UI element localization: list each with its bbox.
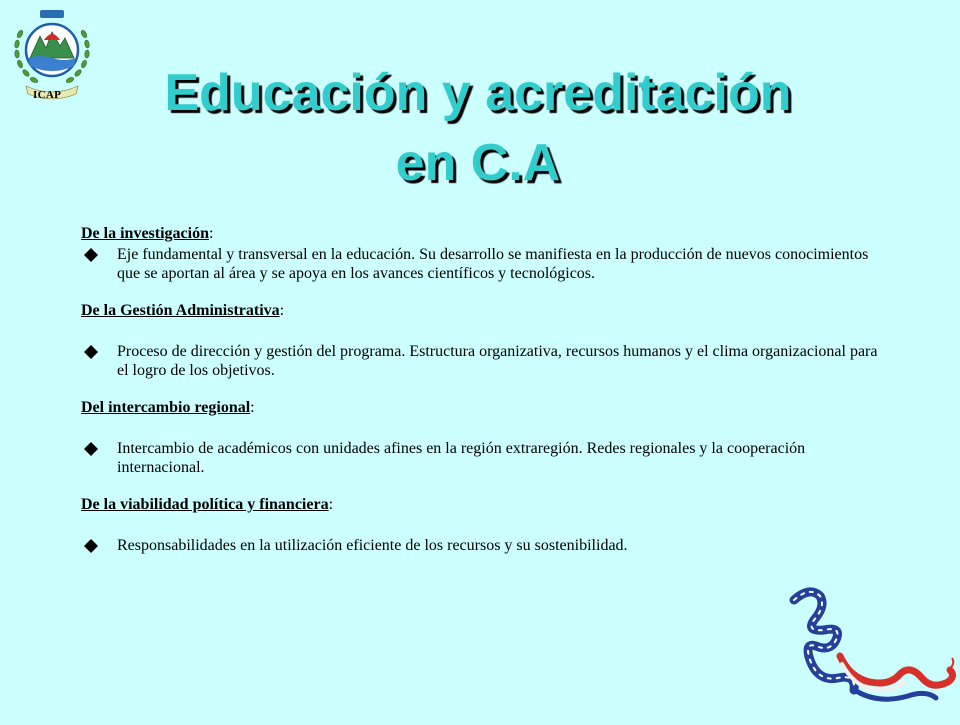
list-item (81, 342, 881, 380)
item-text: Intercambio de académicos con unidades afines en la región extraregión. Redes regionales y la cooperación internacional. (117, 440, 806, 476)
flag-ribbon-decoration-icon (780, 586, 960, 720)
ribbon-decoration (780, 586, 960, 720)
heading-colon: : (328, 496, 334, 513)
diamond-bullet-icon (84, 345, 98, 359)
heading-text: De la Gestión Administrativa (81, 302, 280, 319)
list-item (81, 245, 881, 283)
title-line-1: Educación y acreditación (164, 64, 792, 122)
heading-colon: : (209, 225, 214, 242)
section-heading (81, 495, 881, 514)
item-text: Eje fundamental y transversal en la educación. Su desarrollo se manifiesta en la producción de nuevos conocimientos que se aportan al área y se apoya en los avances científicos y tecnológicos. (117, 246, 869, 282)
diamond-bullet-icon (84, 539, 98, 553)
page-title (100, 58, 856, 198)
section-heading (81, 224, 881, 243)
logo-text: ICAP (33, 89, 62, 101)
heading-text: De la investigación (81, 225, 209, 242)
diamond-bullet-icon (84, 248, 98, 262)
heading-colon: : (279, 302, 285, 319)
item-text: Responsabilidades en la utilización eficiente de los recursos y su sostenibilidad. (117, 537, 628, 554)
section-heading (81, 398, 881, 417)
section-heading (81, 301, 881, 320)
list-item (81, 536, 881, 555)
diamond-bullet-icon (84, 442, 98, 456)
heading-text: De la viabilidad política y financiera (81, 496, 329, 513)
list-item (81, 439, 881, 477)
heading-colon: : (250, 399, 255, 416)
heading-text: Del intercambio regional (81, 399, 251, 416)
item-text: Proceso de dirección y gestión del programa. Estructura organizativa, recursos humanos y el clima organizacional para el logro de los objetivos. (117, 343, 878, 379)
title-line-2: en C.A (395, 134, 561, 192)
slide-content (81, 224, 881, 555)
